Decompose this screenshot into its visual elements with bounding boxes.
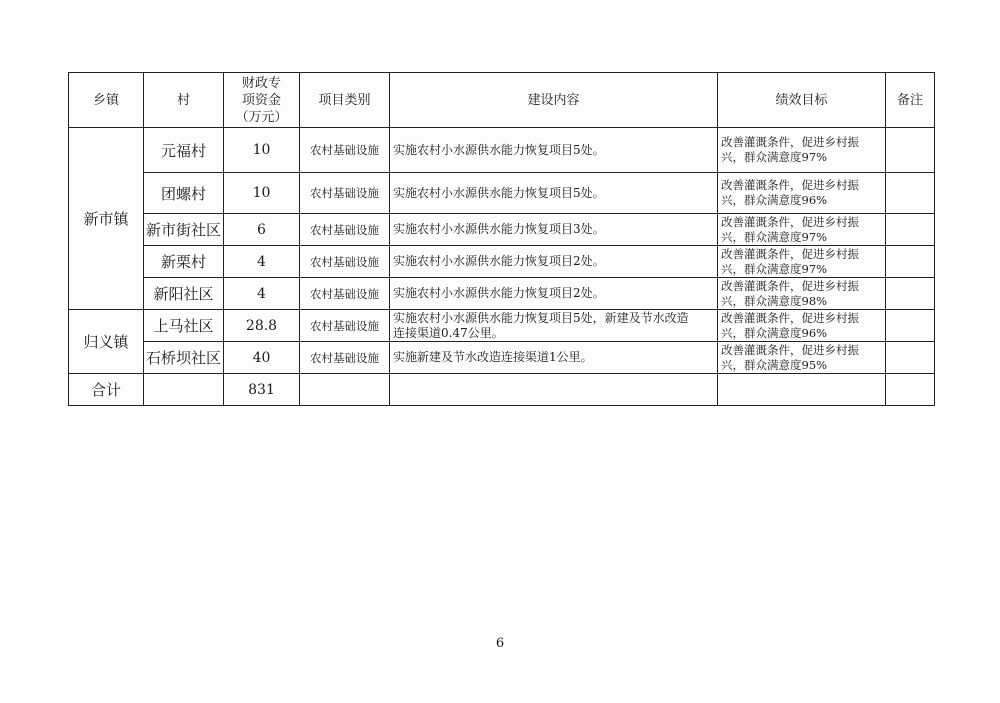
- type-cell: 农村基础设施: [300, 278, 390, 310]
- village-cell: 元福村: [144, 128, 224, 173]
- goal-cell: [718, 310, 886, 342]
- goal-line: 改善灌溉条件，促进乡村振: [721, 135, 859, 149]
- table-row: [69, 310, 935, 342]
- content-line: 连接渠道0.47公里。: [393, 325, 504, 340]
- fund-cell: 6: [224, 214, 300, 246]
- fund-cell: 10: [224, 128, 300, 173]
- goal-cell: [718, 342, 886, 374]
- goal-line: 兴，群众满意度97%: [721, 261, 828, 276]
- goal-cell: [718, 173, 886, 214]
- goal-line: 改善灌溉条件，促进乡村振: [721, 342, 859, 357]
- content-cell: 实施农村小水源供水能力恢复项目5处。: [390, 128, 718, 173]
- header-town: 乡镇: [69, 73, 144, 128]
- goal-line: 兴，群众满意度96%: [721, 325, 828, 340]
- total-row: [69, 374, 935, 406]
- note-cell: [886, 214, 935, 246]
- fund-cell: 28.8: [224, 310, 300, 342]
- content-cell: [390, 310, 718, 342]
- goal-line: 改善灌溉条件，促进乡村振: [721, 278, 859, 293]
- total-type-cell: [300, 374, 390, 406]
- note-cell: [886, 310, 935, 342]
- note-cell: [886, 173, 935, 214]
- header-village: 村: [144, 73, 224, 128]
- table-row: [69, 342, 935, 374]
- table-header-row: [69, 73, 935, 128]
- goal-line: 改善灌溉条件，促进乡村振: [721, 214, 859, 229]
- total-village-cell: [144, 374, 224, 406]
- goal-line: 兴，群众满意度96%: [721, 193, 828, 207]
- header-fund-line2: 项资金: [241, 92, 281, 108]
- note-cell: [886, 128, 935, 173]
- content-cell: 实施农村小水源供水能力恢复项目5处。: [390, 173, 718, 214]
- header-goal: 绩效目标: [718, 73, 886, 128]
- goal-line: 兴，群众满意度98%: [721, 293, 828, 308]
- content-cell: 实施农村小水源供水能力恢复项目3处。: [390, 214, 718, 246]
- goal-line: 改善灌溉条件，促进乡村振: [721, 310, 859, 325]
- village-cell: 新市街社区: [144, 214, 224, 246]
- header-fund-line3: （万元）: [235, 109, 288, 125]
- village-cell: 石桥坝社区: [144, 342, 224, 374]
- fund-cell: 40: [224, 342, 300, 374]
- header-note: 备注: [886, 73, 935, 128]
- fund-cell: 4: [224, 246, 300, 278]
- type-cell: 农村基础设施: [300, 310, 390, 342]
- goal-line: 兴，群众满意度95%: [721, 357, 828, 372]
- note-cell: [886, 342, 935, 374]
- type-cell: 农村基础设施: [300, 173, 390, 214]
- goal-cell: [718, 246, 886, 278]
- goal-line: 兴，群众满意度97%: [721, 229, 828, 244]
- content-cell: 实施农村小水源供水能力恢复项目2处。: [390, 246, 718, 278]
- total-note-cell: [886, 374, 935, 406]
- type-cell: 农村基础设施: [300, 128, 390, 173]
- header-fund: [224, 73, 300, 128]
- fund-cell: 10: [224, 173, 300, 214]
- type-cell: 农村基础设施: [300, 342, 390, 374]
- project-table: [68, 72, 935, 406]
- fund-cell: 4: [224, 278, 300, 310]
- header-type: 项目类别: [300, 73, 390, 128]
- content-cell: 实施农村小水源供水能力恢复项目2处。: [390, 278, 718, 310]
- town-cell: 新市镇: [69, 128, 144, 310]
- village-cell: 新阳社区: [144, 278, 224, 310]
- table-row: [69, 246, 935, 278]
- goal-line: 兴，群众满意度97%: [721, 150, 828, 164]
- header-content: 建设内容: [390, 73, 718, 128]
- content-line: 实施农村小水源供水能力恢复项目5处，新建及节水改造: [393, 310, 689, 325]
- town-cell: 归义镇: [69, 310, 144, 374]
- total-goal-cell: [718, 374, 886, 406]
- content-cell: 实施新建及节水改造连接渠道1公里。: [390, 342, 718, 374]
- note-cell: [886, 278, 935, 310]
- goal-line: 改善灌溉条件，促进乡村振: [721, 178, 859, 192]
- village-cell: 新栗村: [144, 246, 224, 278]
- note-cell: [886, 246, 935, 278]
- goal-cell: [718, 278, 886, 310]
- goal-cell: [718, 214, 886, 246]
- type-cell: 农村基础设施: [300, 214, 390, 246]
- total-label: 合计: [69, 374, 144, 406]
- table-row: [69, 278, 935, 310]
- village-cell: 上马社区: [144, 310, 224, 342]
- table-row: [69, 128, 935, 173]
- table-row: [69, 214, 935, 246]
- page-number: 6: [495, 636, 505, 651]
- total-content-cell: [390, 374, 718, 406]
- village-cell: 团螺村: [144, 173, 224, 214]
- total-fund: 831: [224, 374, 300, 406]
- table-row: [69, 173, 935, 214]
- header-fund-line1: 财政专: [241, 75, 281, 91]
- type-cell: 农村基础设施: [300, 246, 390, 278]
- goal-line: 改善灌溉条件，促进乡村振: [721, 246, 859, 261]
- goal-cell: [718, 128, 886, 173]
